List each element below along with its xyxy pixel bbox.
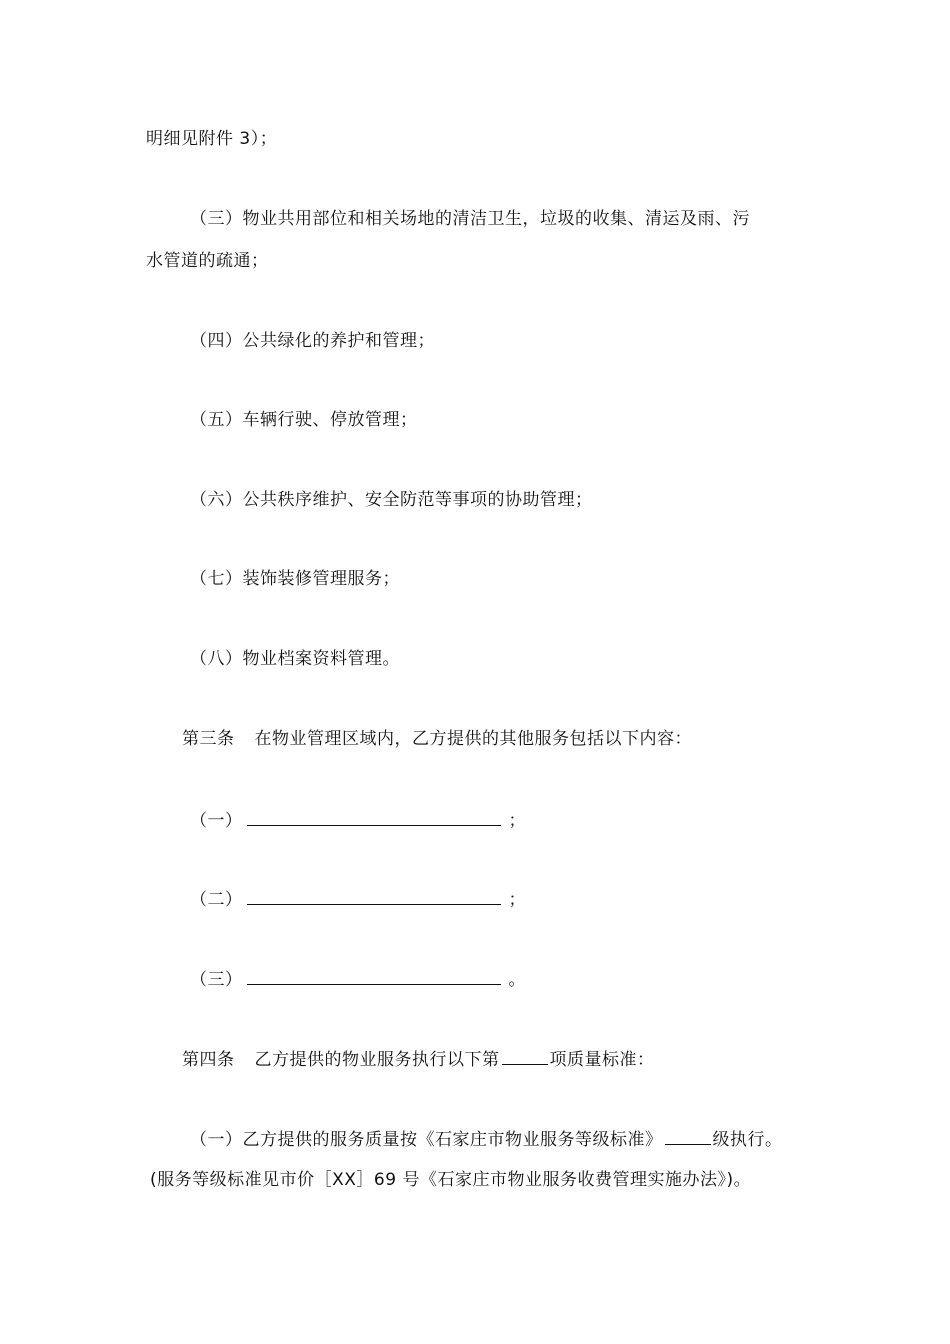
paragraph-attachment-note bbox=[146, 127, 277, 151]
item-label: （一） bbox=[190, 811, 243, 831]
paragraph-item-7 bbox=[190, 567, 400, 591]
item-label: （二） bbox=[190, 890, 243, 910]
paragraph-text: 级执行。 bbox=[712, 1130, 783, 1150]
fill-in-blank bbox=[247, 886, 501, 905]
paragraph-text: (服务等级标准见市价［XX］69 号《石家庄市物业服务收费管理实施办法》)。 bbox=[150, 1170, 752, 1190]
paragraph-text: （七）装饰装修管理服务； bbox=[190, 569, 400, 589]
paragraph-text: 水管道的疏通； bbox=[146, 251, 269, 271]
fill-in-item-3 bbox=[190, 966, 526, 992]
standard-item-1-line-1 bbox=[190, 1126, 783, 1152]
fill-in-item-1 bbox=[190, 807, 526, 833]
item-end: 。 bbox=[508, 970, 526, 990]
article-text: 项质量标准： bbox=[549, 1050, 655, 1070]
paragraph-text: （六）公共秩序维护、安全防范等事项的协助管理； bbox=[190, 490, 593, 510]
paragraph-item-5 bbox=[190, 408, 418, 432]
paragraph-item-3-line-1 bbox=[190, 207, 750, 231]
paragraph-text: （四）公共绿化的养护和管理； bbox=[190, 331, 435, 351]
article-text: 乙方提供的物业服务执行以下第 bbox=[254, 1050, 500, 1070]
fill-in-blank bbox=[665, 1126, 711, 1145]
paragraph-text: 明细见附件 3）； bbox=[146, 129, 278, 149]
article-4-heading bbox=[182, 1046, 655, 1072]
paragraph-text: （一）乙方提供的服务质量按《石家庄市物业服务等级标准》 bbox=[190, 1130, 663, 1150]
item-end: ； bbox=[508, 890, 526, 910]
paragraph-item-3-line-2 bbox=[146, 249, 269, 273]
fill-in-item-2 bbox=[190, 886, 526, 912]
paragraph-text: （五）车辆行驶、停放管理； bbox=[190, 410, 418, 430]
fill-in-blank bbox=[247, 966, 501, 985]
paragraph-item-4 bbox=[190, 329, 435, 353]
article-text: 在物业管理区域内，乙方提供的其他服务包括以下内容： bbox=[254, 729, 692, 749]
paragraph-text: （八）物业档案资料管理。 bbox=[190, 649, 400, 669]
fill-in-blank bbox=[502, 1046, 548, 1065]
item-end: ； bbox=[508, 811, 526, 831]
paragraph-text: （三）物业共用部位和相关场地的清洁卫生，垃圾的收集、清运及雨、污 bbox=[190, 209, 750, 229]
article-3-heading bbox=[182, 727, 692, 751]
paragraph-item-6 bbox=[190, 488, 593, 512]
item-label: （三） bbox=[190, 970, 243, 990]
article-label: 第四条 bbox=[182, 1050, 235, 1070]
article-label: 第三条 bbox=[182, 729, 235, 749]
standard-item-1-line-2 bbox=[150, 1168, 751, 1192]
fill-in-blank bbox=[247, 807, 501, 826]
paragraph-item-8 bbox=[190, 647, 400, 671]
